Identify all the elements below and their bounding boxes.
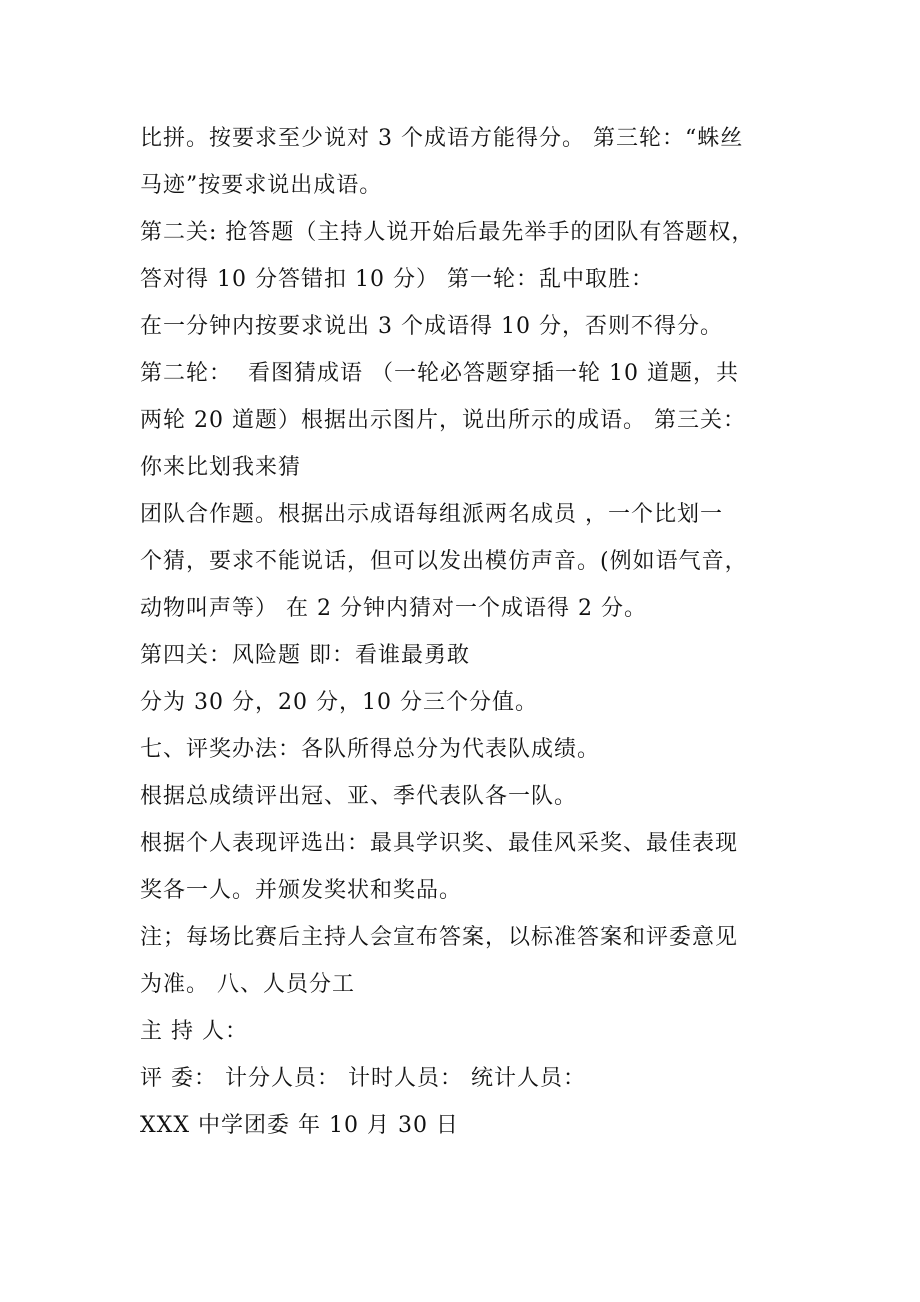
text-line-21: 评 委： 计分人员： 计时人员： 统计人员： (140, 1066, 586, 1091)
text-line-13: 分为 30 分，20 分，10 分三个分值。 (140, 690, 538, 715)
document-body (140, 115, 790, 1149)
text-line-6: 第二轮： 看图猜成语 （一轮必答题穿插一轮 10 道题，共 (140, 361, 739, 386)
text-line-3: 第二关: 抢答题（主持人说开始后最先举手的团队有答题权， (140, 220, 755, 245)
text-line-11: 动物叫声等） 在 2 分钟内猜对一个成语得 2 分。 (140, 596, 647, 621)
text-line-2: 马迹”按要求说出成语。 (140, 173, 383, 198)
text-line-4: 答对得 10 分答错扣 10 分） 第一轮：乱中取胜： (140, 267, 654, 292)
text-line-22: XXX 中学团委 年 10 月 30 日 (140, 1113, 459, 1138)
text-line-8: 你来比划我来猜 (140, 455, 302, 480)
text-line-16: 根据个人表现评选出：最具学识奖、最佳风采奖、最佳表现 (140, 831, 739, 856)
text-line-17: 奖各一人。并颁发奖状和奖品。 (140, 878, 463, 903)
text-line-20: 主 持 人： (140, 1019, 248, 1044)
text-line-18: 注；每场比赛后主持人会宣布答案，以标准答案和评委意见 (140, 925, 739, 950)
text-line-15: 根据总成绩评出冠、亚、季代表队各一队。 (140, 784, 578, 809)
text-line-9: 团队合作题。根据出示成语每组派两名成员 ，一个比划一 (140, 502, 723, 527)
text-line-19: 为准。 八、人员分工 (140, 972, 355, 997)
text-line-12: 第四关：风险题 即：看谁最勇敢 (140, 643, 470, 668)
text-line-5: 在一分钟内按要求说出 3 个成语得 10 分，否则不得分。 (140, 314, 723, 339)
text-line-14: 七、评奖办法：各队所得总分为代表队成绩。 (140, 737, 601, 762)
text-line-7: 两轮 20 道题）根据出示图片，说出所示的成语。 第三关： (140, 408, 746, 433)
text-line-1: 比拼。按要求至少说对 3 个成语方能得分。 第三轮：“蛛丝 (140, 126, 744, 151)
text-line-10: 个猜，要求不能说话，但可以发出模仿声音。(例如语气音， (140, 549, 748, 574)
